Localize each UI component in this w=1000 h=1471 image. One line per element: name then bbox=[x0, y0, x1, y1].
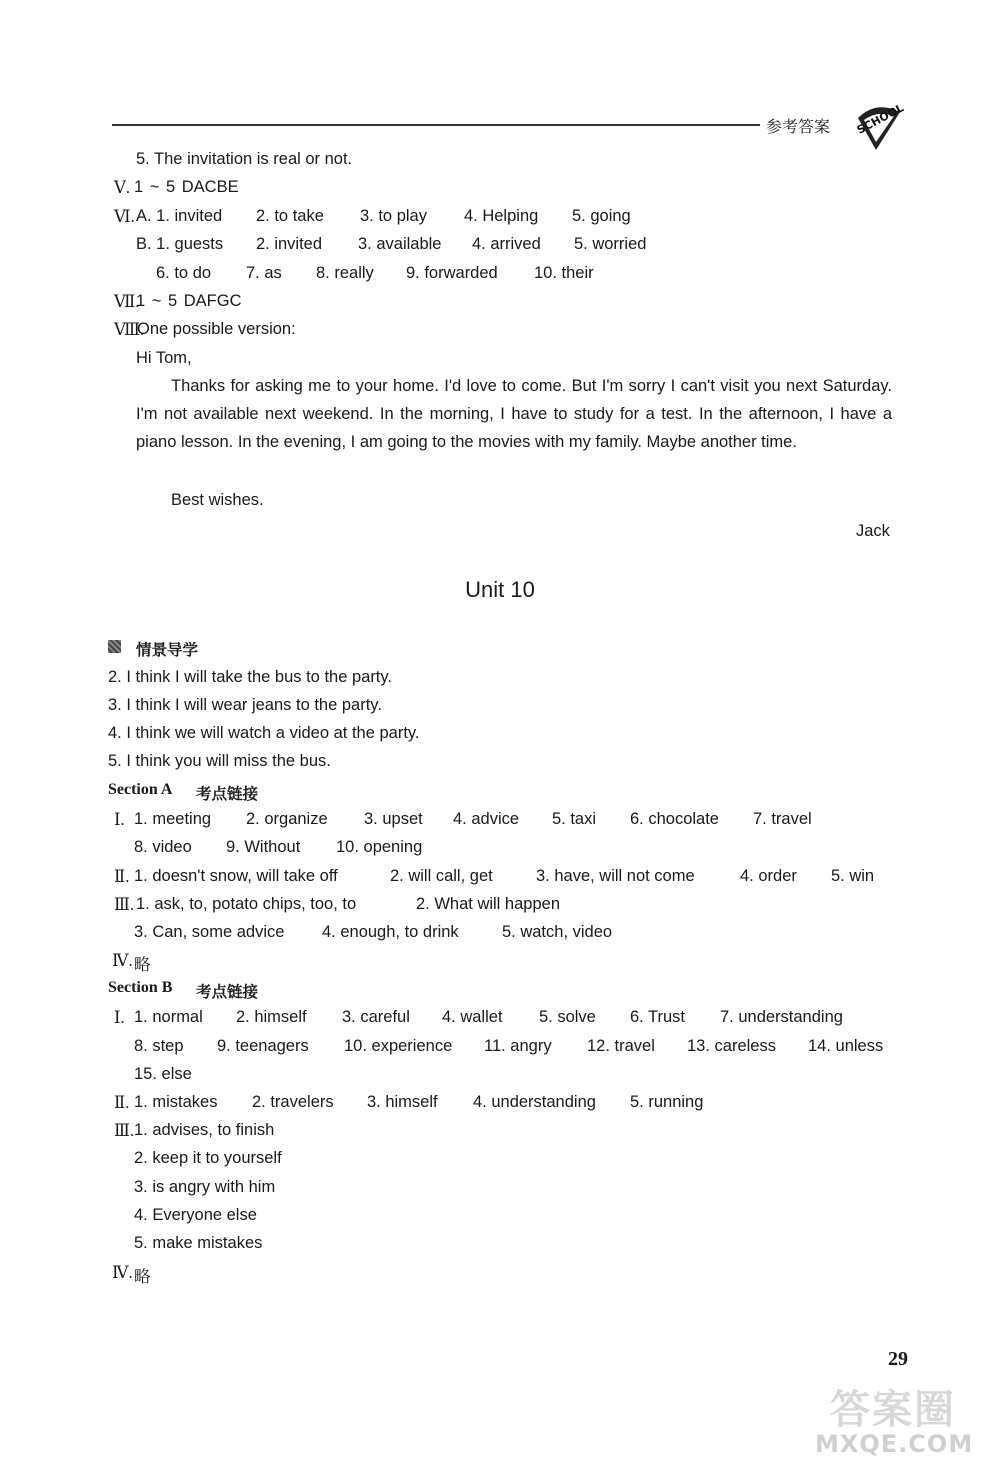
answer-item: 略 bbox=[134, 956, 151, 974]
answer-item: 1. mistakes bbox=[134, 1093, 218, 1111]
roman-iv: Ⅳ. bbox=[112, 951, 133, 970]
prev-line-7: One possible version: bbox=[137, 320, 296, 338]
section-a-title: Section A bbox=[108, 781, 173, 798]
answer-item: 2. keep it to yourself bbox=[134, 1149, 282, 1167]
answer-item: 11. angry bbox=[484, 1037, 552, 1055]
answer-item: 3. upset bbox=[364, 810, 423, 828]
letter-body: Thanks for asking me to your home. I'd love to come. But I'm sorry I can't visit you next Saturday. I'm not available next weekend. In the morning, I have to study for a test. In the afternoon, I have a piano lesson. In the evening, I am going to the movies with my family. Maybe another time. bbox=[136, 377, 892, 451]
watermark-logo: 答案圈 bbox=[830, 1387, 956, 1433]
prev-line-6: 1 ~ 5 DAFGC bbox=[136, 292, 242, 310]
answer-item: 7. travel bbox=[753, 810, 812, 828]
logo-text: SCHOOL bbox=[854, 101, 906, 137]
answer-item: 10. their bbox=[534, 264, 594, 282]
answer-item: 10. opening bbox=[336, 838, 423, 856]
letter-signature: Jack bbox=[856, 522, 890, 540]
answer-item: 5. going bbox=[572, 207, 631, 225]
answer-item: 3. available bbox=[358, 235, 442, 253]
answer-item: 2. to take bbox=[256, 207, 324, 225]
answer-item: 12. travel bbox=[587, 1037, 655, 1055]
answer-item: 8. really bbox=[316, 264, 374, 282]
answer-item: 5. worried bbox=[574, 235, 647, 253]
answer-item: 5. make mistakes bbox=[134, 1234, 263, 1252]
answer-item: 2. himself bbox=[236, 1008, 307, 1026]
answer-item: 1. normal bbox=[134, 1008, 203, 1026]
prev-line-1: 5. The invitation is real or not. bbox=[136, 150, 353, 168]
answer-item: 7. as bbox=[246, 264, 282, 282]
answer-item: 6. to do bbox=[156, 264, 212, 282]
answer-item: 13. careless bbox=[687, 1037, 776, 1055]
roman-ii: Ⅱ. bbox=[114, 1093, 130, 1112]
roman-vii: Ⅶ. bbox=[114, 292, 140, 311]
roman-viii: Ⅷ. bbox=[114, 320, 145, 339]
answer-item: 4. order bbox=[740, 867, 797, 885]
section-bullet-icon bbox=[108, 640, 121, 653]
roman-ii: Ⅱ. bbox=[114, 867, 130, 886]
answer-item: 4. enough, to drink bbox=[322, 923, 459, 941]
answer-item: 2. invited bbox=[256, 235, 323, 253]
answer-item: 5. solve bbox=[539, 1008, 596, 1026]
answer-item: 7. understanding bbox=[720, 1008, 843, 1026]
answer-item: 14. unless bbox=[808, 1037, 884, 1055]
letter-greeting: Hi Tom, bbox=[136, 349, 192, 367]
watermark-url: MXQE.COM bbox=[815, 1430, 974, 1458]
answer-item: 5. win bbox=[831, 867, 875, 885]
answer-item: 6. chocolate bbox=[630, 810, 719, 828]
school-logo-icon bbox=[846, 94, 910, 152]
answer-item: 5. taxi bbox=[552, 810, 597, 828]
letter-closing: Best wishes. bbox=[171, 491, 264, 509]
answer-item: 2. will call, get bbox=[390, 867, 493, 885]
roman-v: Ⅴ. bbox=[114, 178, 131, 197]
unit-title: Unit 10 bbox=[465, 577, 535, 602]
prev-line-2: 1 ~ 5 DACBE bbox=[134, 178, 239, 196]
section-b-title: Section B bbox=[108, 979, 173, 996]
answer-item: 5. watch, video bbox=[502, 923, 613, 941]
answer-item: 1. ask, to, potato chips, too, to bbox=[136, 895, 357, 913]
qjdx-line: 4. I think we will watch a video at the party. bbox=[108, 724, 420, 742]
section-b-sub: 考点链接 bbox=[196, 983, 259, 1001]
answer-item: 3. is angry with him bbox=[134, 1178, 276, 1196]
qjdx-heading: 情景导学 bbox=[136, 641, 199, 659]
answer-item: 9. teenagers bbox=[217, 1037, 309, 1055]
answer-item: 4. Helping bbox=[464, 207, 539, 225]
roman-vi: Ⅵ. bbox=[114, 207, 135, 226]
roman-iii: Ⅲ. bbox=[114, 895, 135, 914]
qjdx-line: 2. I think I will take the bus to the party. bbox=[108, 668, 393, 686]
answer-item: 15. else bbox=[134, 1065, 192, 1083]
answer-item: 1. meeting bbox=[134, 810, 212, 828]
answer-item: 略 bbox=[134, 1268, 151, 1286]
answer-item: 3. careful bbox=[342, 1008, 410, 1026]
roman-i: Ⅰ. bbox=[114, 810, 125, 829]
answer-item: 6. Trust bbox=[630, 1008, 686, 1026]
qjdx-line: 3. I think I will wear jeans to the party. bbox=[108, 696, 382, 714]
answer-item: 3. himself bbox=[367, 1093, 438, 1111]
answer-item: A. 1. invited bbox=[136, 207, 223, 225]
answer-item: 2. organize bbox=[246, 810, 328, 828]
page-number: 29 bbox=[888, 1348, 908, 1370]
answer-item: B. 1. guests bbox=[136, 235, 224, 253]
answer-item: 2. What will happen bbox=[416, 895, 560, 913]
answer-item: 8. video bbox=[134, 838, 192, 856]
answer-item: 9. forwarded bbox=[406, 264, 498, 282]
answer-item: 3. have, will not come bbox=[536, 867, 695, 885]
answer-item: 4. advice bbox=[453, 810, 520, 828]
answer-item: 4. arrived bbox=[472, 235, 541, 253]
roman-iii: Ⅲ. bbox=[114, 1121, 135, 1140]
roman-i: Ⅰ. bbox=[114, 1008, 125, 1027]
answer-item: 8. step bbox=[134, 1037, 184, 1055]
answer-item: 2. travelers bbox=[252, 1093, 334, 1111]
answer-item: 5. running bbox=[630, 1093, 704, 1111]
answer-item: 3. to play bbox=[360, 207, 427, 225]
roman-iv: Ⅳ. bbox=[112, 1263, 133, 1282]
answer-item: 10. experience bbox=[344, 1037, 453, 1055]
answer-item: 4. understanding bbox=[473, 1093, 596, 1111]
answer-item: 1. advises, to finish bbox=[134, 1121, 275, 1139]
header-rule bbox=[112, 124, 760, 126]
answer-item: 4. Everyone else bbox=[134, 1206, 257, 1224]
header-label: 参考答案 bbox=[766, 117, 831, 136]
answer-item: 4. wallet bbox=[442, 1008, 503, 1026]
answer-item: 3. Can, some advice bbox=[134, 923, 285, 941]
answer-item: 1. doesn't snow, will take off bbox=[134, 867, 338, 885]
qjdx-line: 5. I think you will miss the bus. bbox=[108, 752, 331, 770]
answer-item: 9. Without bbox=[226, 838, 301, 856]
section-a-sub: 考点链接 bbox=[196, 785, 259, 803]
